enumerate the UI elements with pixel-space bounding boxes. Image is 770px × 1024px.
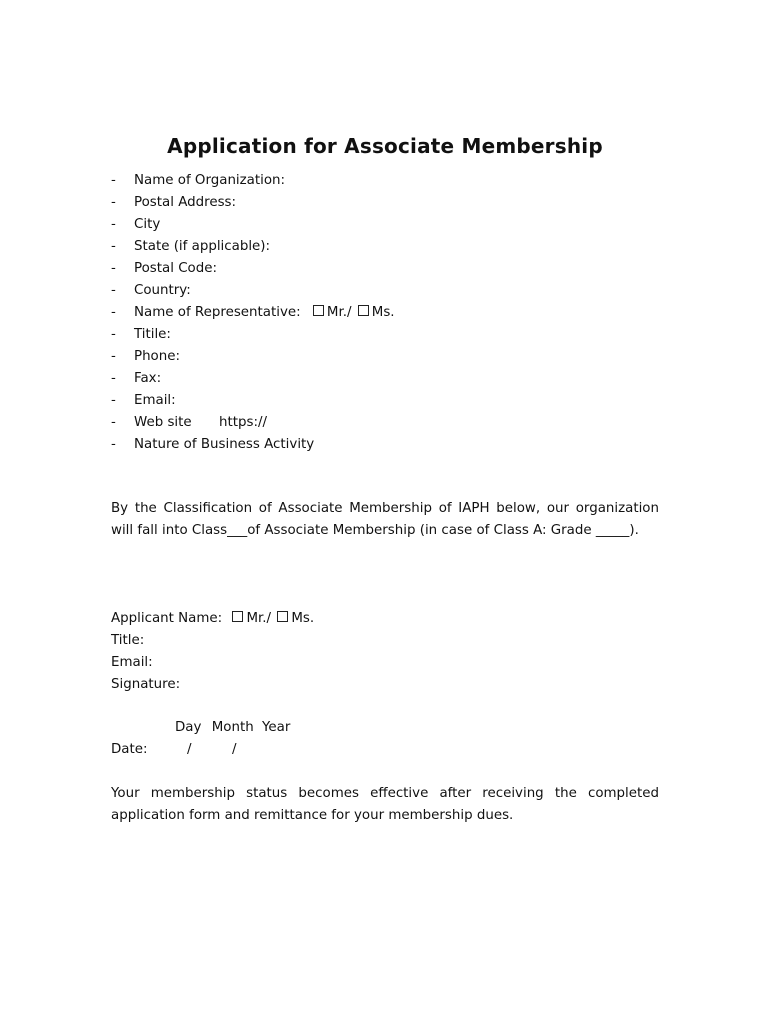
page-title: Application for Associate Membership [167, 134, 603, 158]
date-label: Date: [111, 742, 148, 757]
applicant-mr-label: Mr./ [246, 611, 272, 626]
website-value: https:// [219, 415, 267, 430]
date-row [111, 739, 237, 761]
ms-checkbox[interactable] [358, 305, 369, 316]
field-label: Name of Organization: [134, 173, 286, 188]
applicant-title-label: Title: [111, 633, 145, 648]
field-website [111, 412, 395, 434]
applicant-ms-label: Ms. [291, 611, 315, 626]
bullet-dash: - [111, 217, 116, 232]
classification-paragraph: By the Classification of Associate Membership of IAPH below, our organization will fall into Class___of Associate Membership (in case of Class A: Grade _____). [111, 501, 659, 538]
applicant-name-row [111, 608, 314, 630]
bullet-dash: - [111, 173, 116, 188]
field-label: Fax: [134, 371, 162, 386]
field-label: State (if applicable): [134, 239, 271, 254]
field-label: Nature of Business Activity [134, 437, 315, 452]
field-email [111, 390, 395, 412]
field-business-activity [111, 434, 395, 456]
mr-checkbox[interactable] [313, 305, 324, 316]
applicant-mr-checkbox[interactable] [232, 611, 243, 622]
field-country [111, 280, 395, 302]
applicant-section [111, 608, 314, 696]
field-fax [111, 368, 395, 390]
field-title [111, 324, 395, 346]
bullet-dash: - [111, 437, 116, 452]
field-label: Postal Code: [134, 261, 217, 276]
field-label: Postal Address: [134, 195, 237, 210]
field-label: Name of Representative: [134, 305, 301, 320]
field-label: Titile: [134, 327, 171, 342]
ms-option-label: Ms. [371, 305, 395, 320]
bullet-dash: - [111, 195, 116, 210]
applicant-signature-label: Signature: [111, 677, 181, 692]
field-state [111, 236, 395, 258]
bullet-dash: - [111, 239, 116, 254]
date-month-label: Month [211, 720, 254, 735]
date-year-label: Year [261, 720, 291, 735]
bullet-dash: - [111, 261, 116, 276]
field-postal-address [111, 192, 395, 214]
applicant-ms-checkbox[interactable] [277, 611, 288, 622]
bullet-dash: - [111, 349, 116, 364]
field-label: City [134, 217, 161, 232]
field-list [111, 170, 395, 456]
bullet-dash: - [111, 371, 116, 386]
applicant-email-label: Email: [111, 655, 153, 670]
footer-paragraph: Your membership status becomes effective after receiving the completed application form and remittance for your membership dues. [111, 786, 659, 823]
field-label: Web site [134, 415, 192, 430]
mr-option-label: Mr./ [326, 305, 352, 320]
date-separator: / [232, 742, 237, 757]
field-organization [111, 170, 395, 192]
date-day-label: Day [175, 720, 202, 735]
bullet-dash: - [111, 327, 116, 342]
applicant-name-label: Applicant Name: [111, 611, 223, 626]
field-representative [111, 302, 395, 324]
bullet-dash: - [111, 415, 116, 430]
field-phone [111, 346, 395, 368]
bullet-dash: - [111, 393, 116, 408]
field-label: Country: [134, 283, 191, 298]
field-city [111, 214, 395, 236]
field-label: Phone: [134, 349, 180, 364]
field-postal-code [111, 258, 395, 280]
bullet-dash: - [111, 305, 116, 320]
date-header [175, 717, 290, 739]
field-label: Email: [134, 393, 176, 408]
date-separator: / [187, 742, 192, 757]
bullet-dash: - [111, 283, 116, 298]
